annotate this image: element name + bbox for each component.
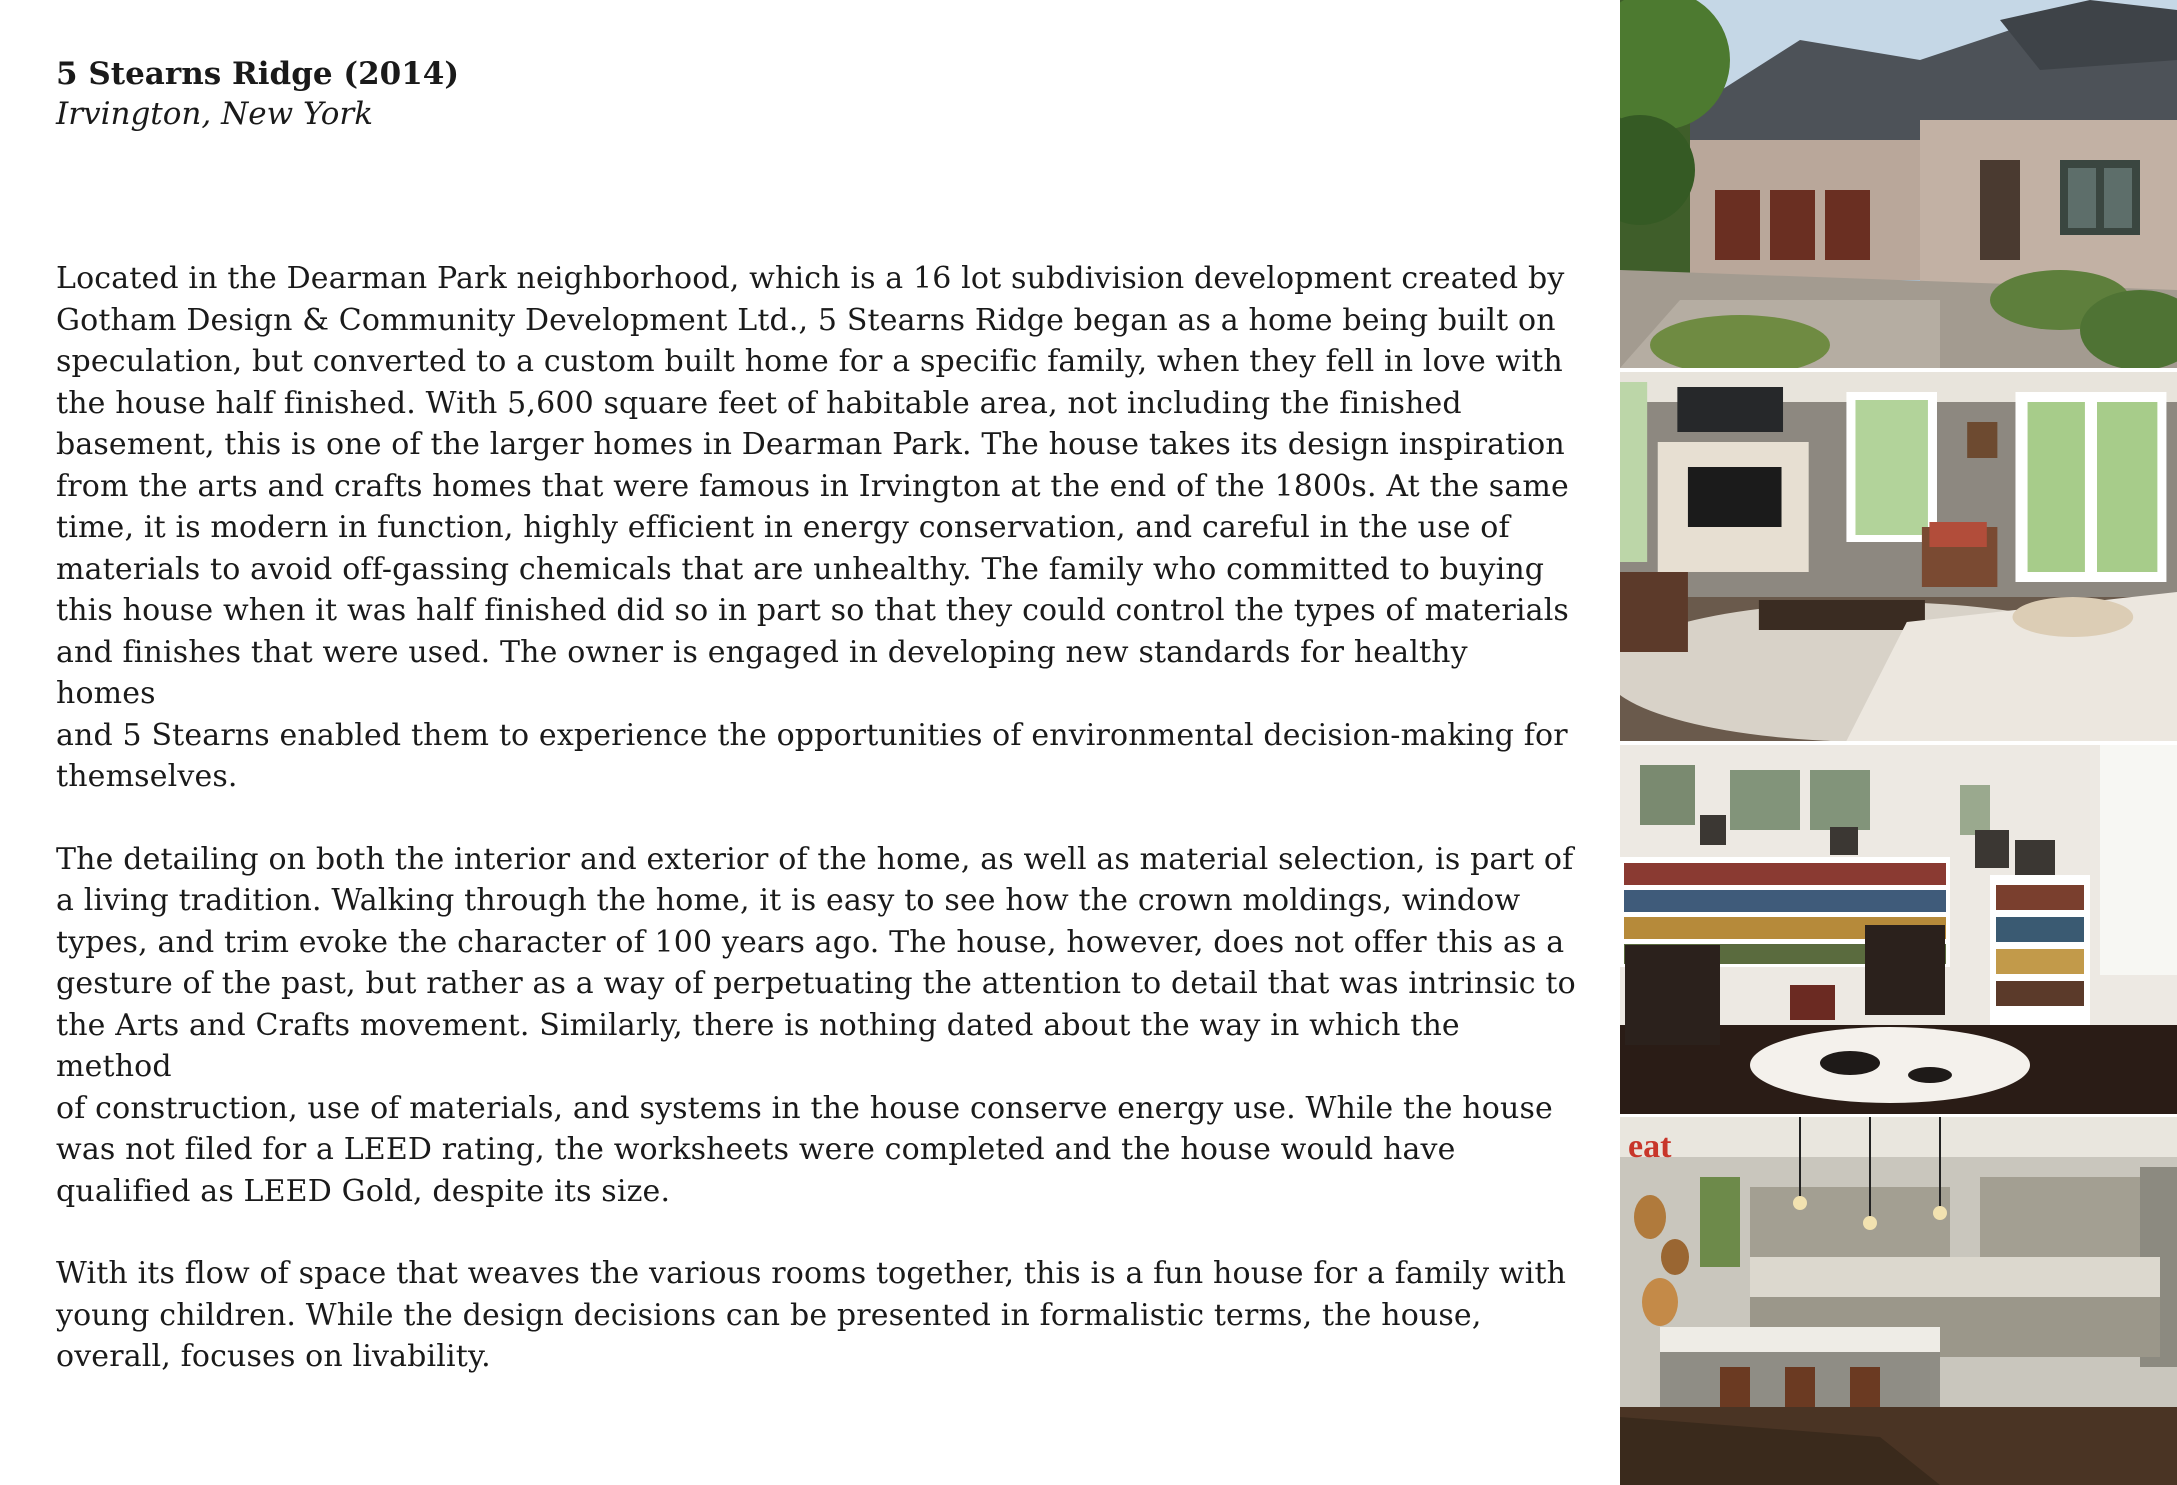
project-location: Irvington, New York — [56, 96, 373, 132]
exterior-photo — [1620, 0, 2177, 368]
paragraph-intro: Located in the Dearman Park neighborhood, which is a 16 lot subdivision development created by Gotham Design & Community Development Ltd., 5 Stearns Ridge began as a home being built on speculation, but converted to a custom built home for a specific family, when they fell in love with the house half finished. With 5,600 square feet of habitable area, not including the finished basement, this is one of the larger homes in Dearman Park. The house takes its design inspiration from the arts and crafts homes that were famous in Irvington at the end of the 1800s. At the same time, it is modern in function, highly efficient in energy conservation, and careful in the use of materials to avoid off-gassing chemicals that are unhealthy. The family who committed to buying this house when it was half finished did so in part so that they could control the types of materials and finishes that were used. The owner is engaged in developing new standards for healthy homes and 5 Stearns enabled them to experience the opportunities of environmental decision-making for themselves. — [56, 261, 1569, 794]
eat-sign: eat — [1628, 1128, 1672, 1165]
living-room-photo — [1620, 372, 2177, 741]
paragraph-detailing: The detailing on both the interior and exterior of the home, as well as material selection, is part of a living tradition. Walking through the home, it is easy to see how the crown moldings, window types, and trim evoke the character of 100 years ago. The house, however, does not offer this as a gesture of the past, but rather as a way of perpetuating the attention to detail that was intrinsic to the Arts and Crafts movement. Similarly, there is nothing dated about the way in which the method of construction, use of materials, and systems in the house conserve energy use. While the house was not filed for a LEED rating, the worksheets were completed and the house would have qualified as LEED Gold, despite its size. — [56, 841, 1576, 1209]
project-title: 5 Stearns Ridge (2014) — [56, 56, 460, 92]
text-column — [56, 54, 1576, 1378]
paragraph-livability: With its flow of space that weaves the various rooms together, this is a fun house for a family with young children. While the design decisions can be presented in formalistic terms, the house, overall, focuses on livability. — [56, 1256, 1567, 1374]
photo-column — [1620, 0, 2177, 1485]
library-photo — [1620, 745, 2177, 1114]
kitchen-photo — [1620, 1117, 2177, 1485]
